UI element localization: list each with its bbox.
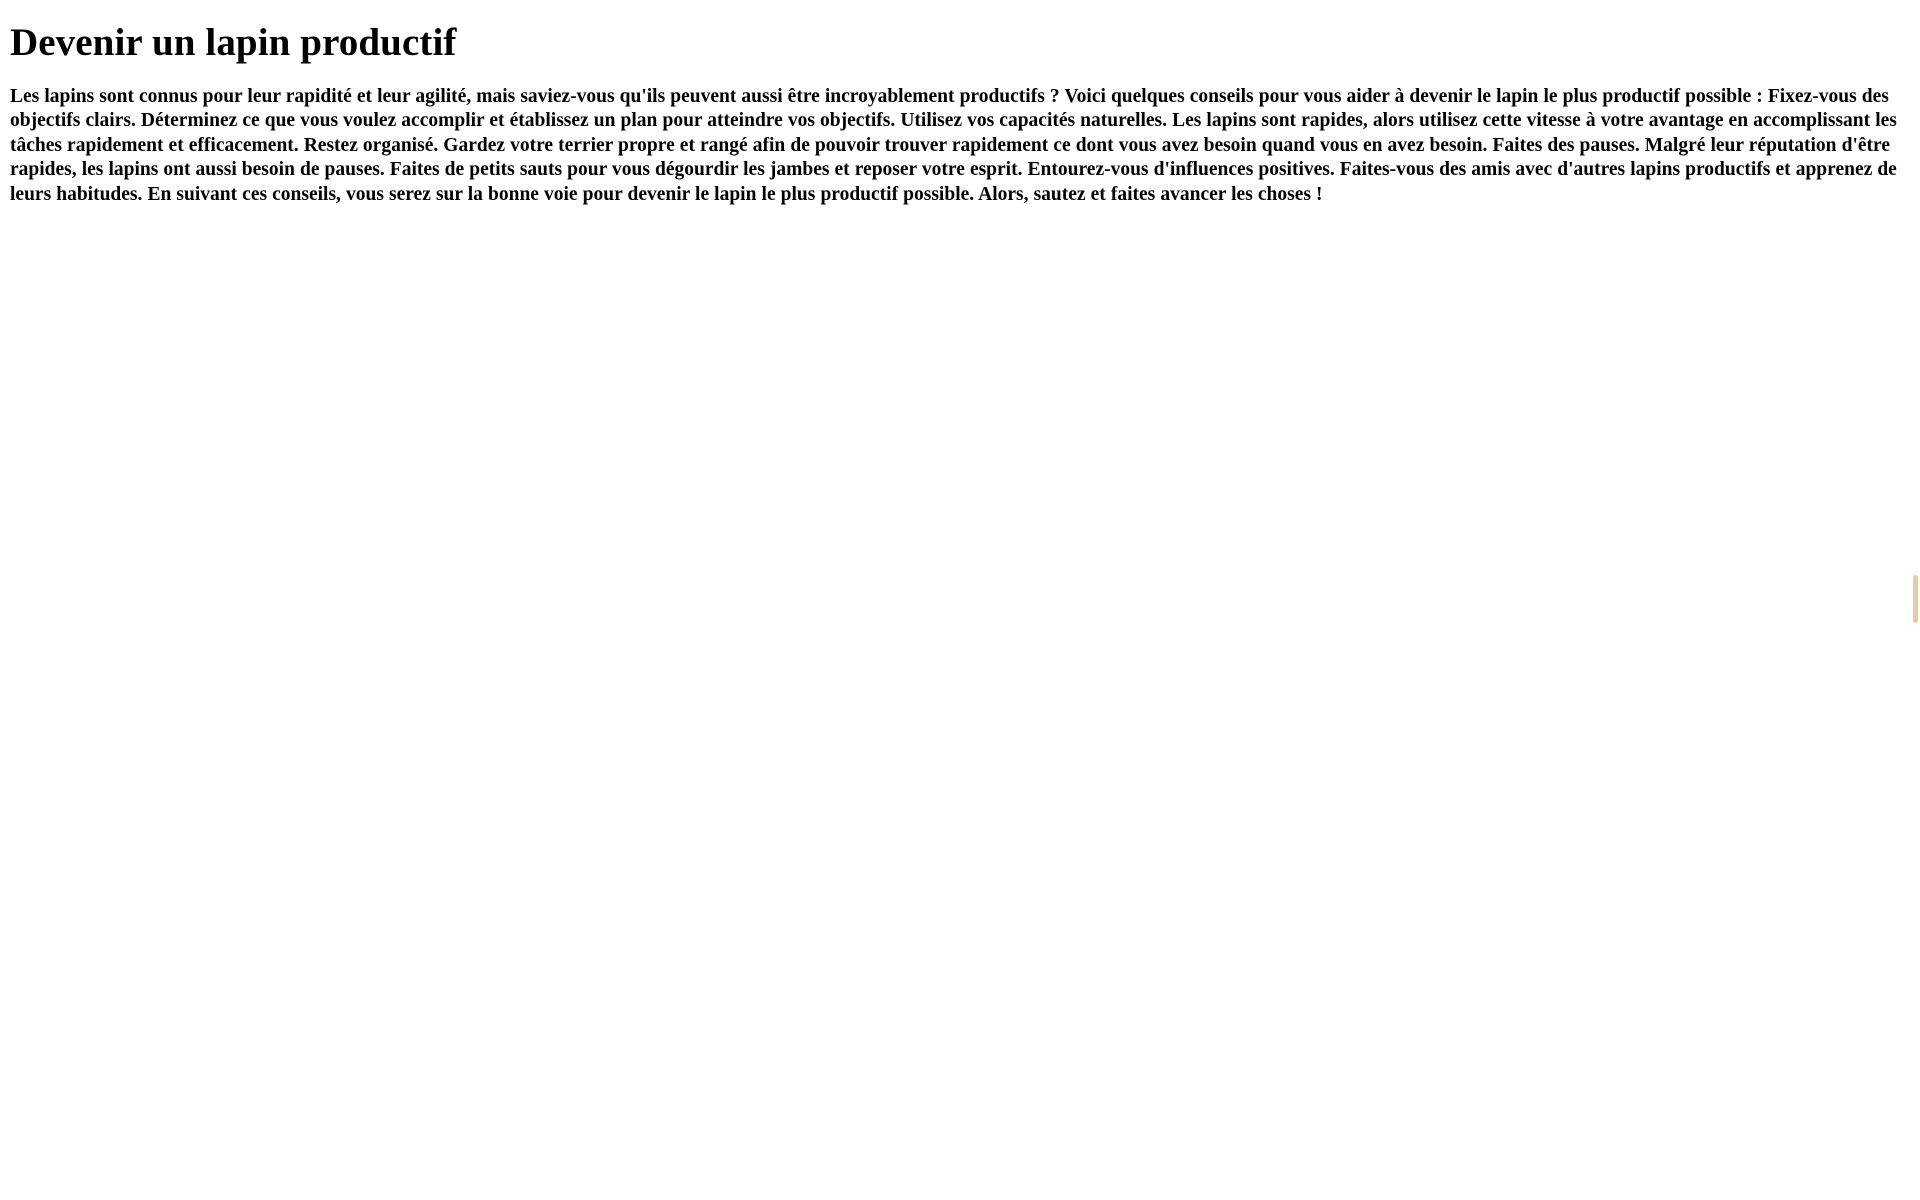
page-title: Devenir un lapin productif: [10, 21, 457, 64]
scrollbar-thumb[interactable]: [1913, 575, 1918, 623]
document-body-paragraph: Les lapins sont connus pour leur rapidité et leur agilité, mais saviez-vous qu'ils peuvent aussi être incroyablement productifs ? Voici quelques conseils pour vous aider à devenir le lapin le plus productif possible : Fixez-vous des objectifs clairs. Déterminez ce que vous voulez accomplir et établissez un plan pour atteindre vos objectifs. Utilisez vos capacités naturelles. Les lapins sont rapides, alors utilisez cette vitesse à votre avantage en accomplissant les tâches rapidement et efficacement. Restez organisé. Gardez votre terrier propre et rangé afin de pouvoir trouver rapidement ce dont vous avez besoin quand vous en avez besoin. Faites des pauses. Malgré leur réputation d'être rapides, les lapins ont aussi besoin de pauses. Faites de petits sauts pour vous dégourdir les jambes et reposer votre esprit. Entourez-vous d'influences positives. Faites-vous des amis avec d'autres lapins productifs et apprenez de leurs habitudes. En suivant ces conseils, vous serez sur la bonne voie pour devenir le lapin le plus productif possible. Alors, sautez et faites avancer les choses !: [10, 85, 1897, 205]
document-page: [0, 0, 1920, 207]
